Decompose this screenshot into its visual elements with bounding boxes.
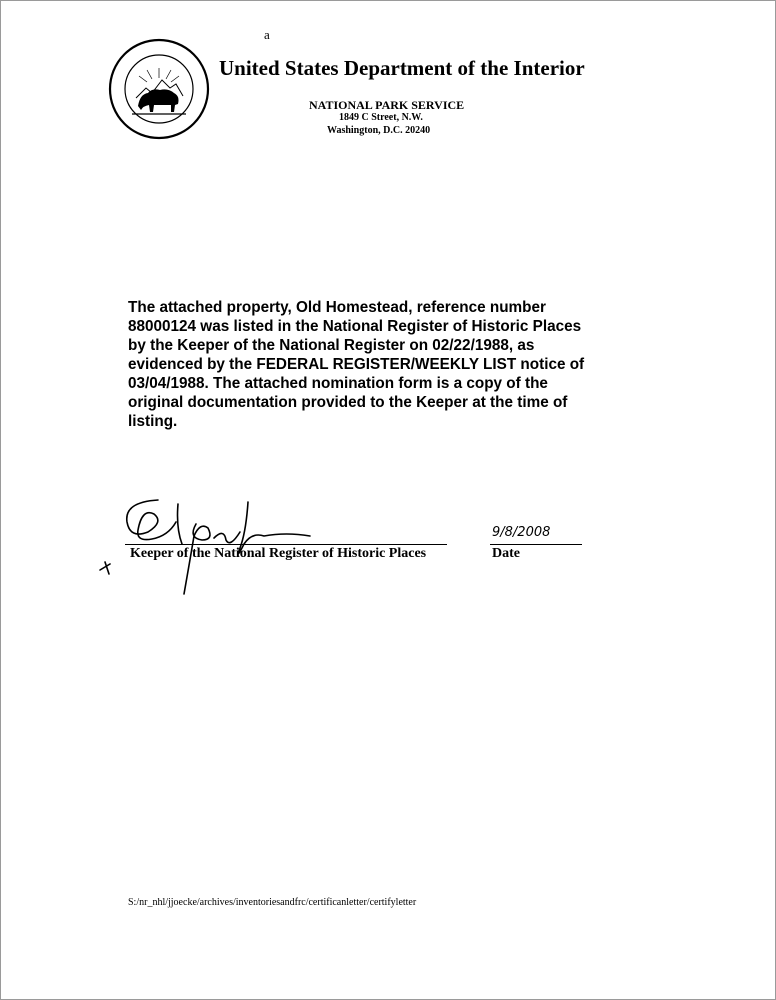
file-path: S:/nr_nhl/jjoecke/archives/inventoriesandfrc/certificanletter/certifyletter: [128, 897, 417, 908]
date-line: [490, 544, 582, 545]
address-street: 1849 C Street, N.W.: [339, 112, 423, 123]
agency-name: NATIONAL PARK SERVICE: [309, 98, 465, 112]
stray-mark: a: [264, 27, 270, 42]
handwritten-signature: [96, 492, 316, 598]
department-title: United States Department of the Interior: [219, 56, 585, 80]
signer-title: Keeper of the National Register of Historic Places: [130, 546, 427, 561]
address-city: Washington, D.C. 20240: [327, 125, 431, 136]
signature-date: 9/8/2008: [492, 525, 551, 540]
department-seal-icon: [108, 38, 210, 140]
certification-paragraph: The attached property, Old Homestead, reference number 88000124 was listed in the National Register of Historic Places by the Keeper of the National Register on 02/22/1988, as evidenced by the FEDERAL REGISTER/WEEKLY LIST notice of 03/04/1988. The attached nomination form is a copy of the original documentation provided to the Keeper at the time of listing.: [128, 299, 585, 430]
signature-line: [125, 544, 447, 545]
date-label: Date: [492, 546, 520, 561]
